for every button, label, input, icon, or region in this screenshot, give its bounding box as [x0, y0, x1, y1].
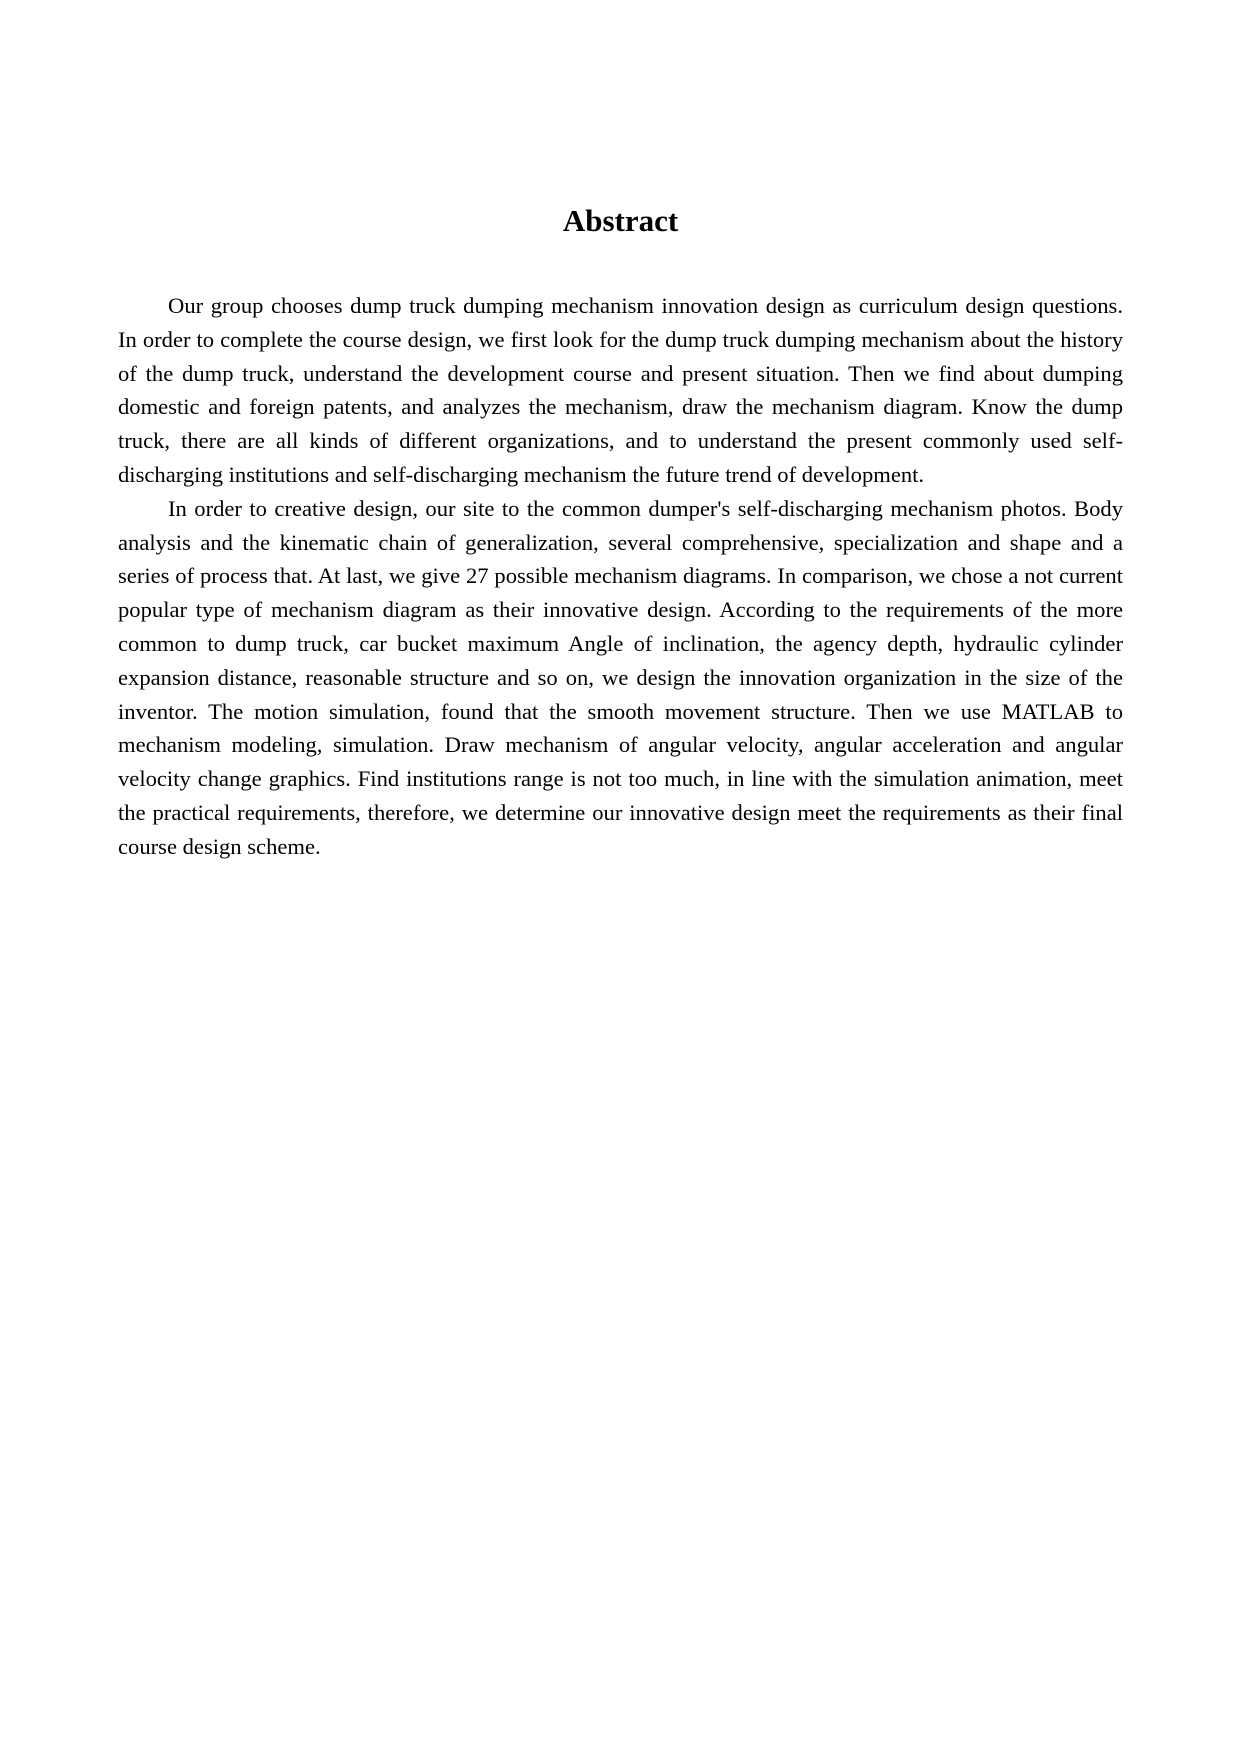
page-title: Abstract — [562, 203, 679, 238]
abstract-paragraph-2: In order to creative design, our site to the common dumper's self-discharging mechanism photos. Body analysis and the kinematic chain of generalization, several comprehensive, specialization and shape and a series of process that. At last, we give 27 possible mechanism diagrams. In comparison, we chose a not current popular type of mechanism diagram as their innovative design. According to the requirements of the more common to dump truck, car bucket maximum Angle of inclination, the agency depth, hydraulic cylinder expansion distance, reasonable structure and so on, we design the innovation organization in the size of the inventor. The motion simulation, found that the smooth movement structure. Then we use MATLAB to mechanism modeling, simulation. Draw mechanism of angular velocity, angular acceleration and angular velocity change graphics. Find institutions range is not too much, in line with the simulation animation, meet the practical requirements, therefore, we determine our innovative design meet the requirements as their final course design scheme. — [118, 495, 1123, 859]
abstract-paragraph-1: Our group chooses dump truck dumping mechanism innovation design as curriculum design questions. In order to complete the course design, we first look for the dump truck dumping mechanism about the history of the dump truck, understand the development course and present situation. Then we find about dumping domestic and foreign patents, and analyzes the mechanism, draw the mechanism diagram. Know the dump truck, there are all kinds of different organizations, and to understand the present commonly used self-discharging institutions and self-discharging mechanism the future trend of development. — [118, 293, 1123, 487]
abstract-body — [118, 289, 1123, 864]
